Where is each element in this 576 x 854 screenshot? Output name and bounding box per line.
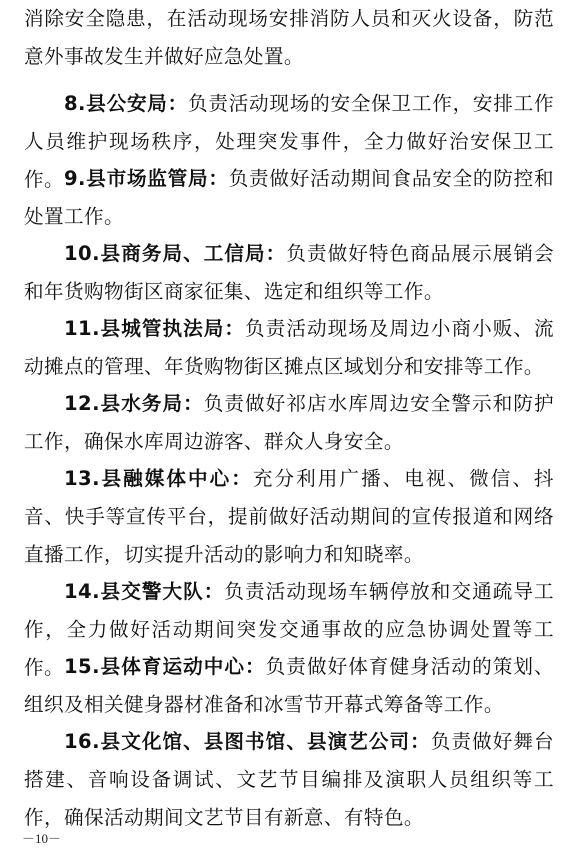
item-body: 负责活动现场的安全保卫工作，安排工作人员维护现场秩序，处理突发事件，全力做好治安保卫工作。	[24, 92, 554, 191]
item-heading: 13.县融媒体中心：	[64, 467, 253, 490]
item-heading: 15.县体育运动中心：	[64, 655, 266, 678]
item-urban-management	[24, 310, 554, 386]
item-body: 负责做好舞台搭建、音响设备调试、文艺节目编排及演职人员组织等工作，确保活动期间文艺节目有新意、有特色。	[24, 730, 554, 829]
item-heading: 8.县公安局：	[64, 92, 188, 115]
item-body: 负责活动现场车辆停放和交通疏导工作，全力做好活动期间突发交通事故的应急协调处置等工作。	[24, 580, 555, 679]
item-body: 负责做好体育健身活动的策划、组织及相关健身器材准备和冰雪节开幕式筹备等工作。	[24, 655, 554, 716]
item-body: 负责做好祁店水库周边安全警示和防护工作，确保水库周边游客、群众人身安全。	[24, 392, 554, 453]
intro-paragraph	[24, 0, 554, 76]
item-body: 负责活动现场及周边小商小贩、流动摊点的管理、年货购物街区摊点区域划分和安排等工作。	[24, 317, 555, 378]
item-heading: 14.县交警大队：	[64, 580, 225, 603]
item-market-supervision	[24, 160, 554, 236]
item-body: 负责做好活动期间食品安全的防控和处置工作。	[24, 167, 554, 228]
item-heading: 10.县商务局、工信局：	[64, 242, 287, 265]
intro-text: 消除安全隐患，在活动现场安排消防人员和灭火设备，防范意外事故发生并做好应急处置。	[24, 7, 554, 68]
item-water-affairs	[24, 385, 554, 461]
item-heading: 16.县文化馆、县图书馆、县演艺公司：	[64, 730, 431, 753]
item-heading: 12.县水务局：	[64, 392, 204, 415]
item-body: 充分利用广播、电视、微信、抖音、快手等宣传平台，提前做好活动期间的宣传报道和网络直播工作，切实提升活动的影响力和知晓率。	[24, 467, 554, 566]
item-heading: 11.县城管执法局：	[64, 317, 246, 340]
item-body: 负责做好特色商品展示展销会和年货购物街区商家征集、选定和组织等工作。	[24, 242, 555, 303]
item-sports-center	[24, 648, 554, 724]
item-heading: 9.县市场监管局：	[64, 167, 229, 190]
item-culture-library-arts	[24, 723, 554, 836]
item-commerce-industry	[24, 235, 554, 311]
item-media-center	[24, 460, 554, 573]
page-number: －10－	[22, 831, 62, 846]
